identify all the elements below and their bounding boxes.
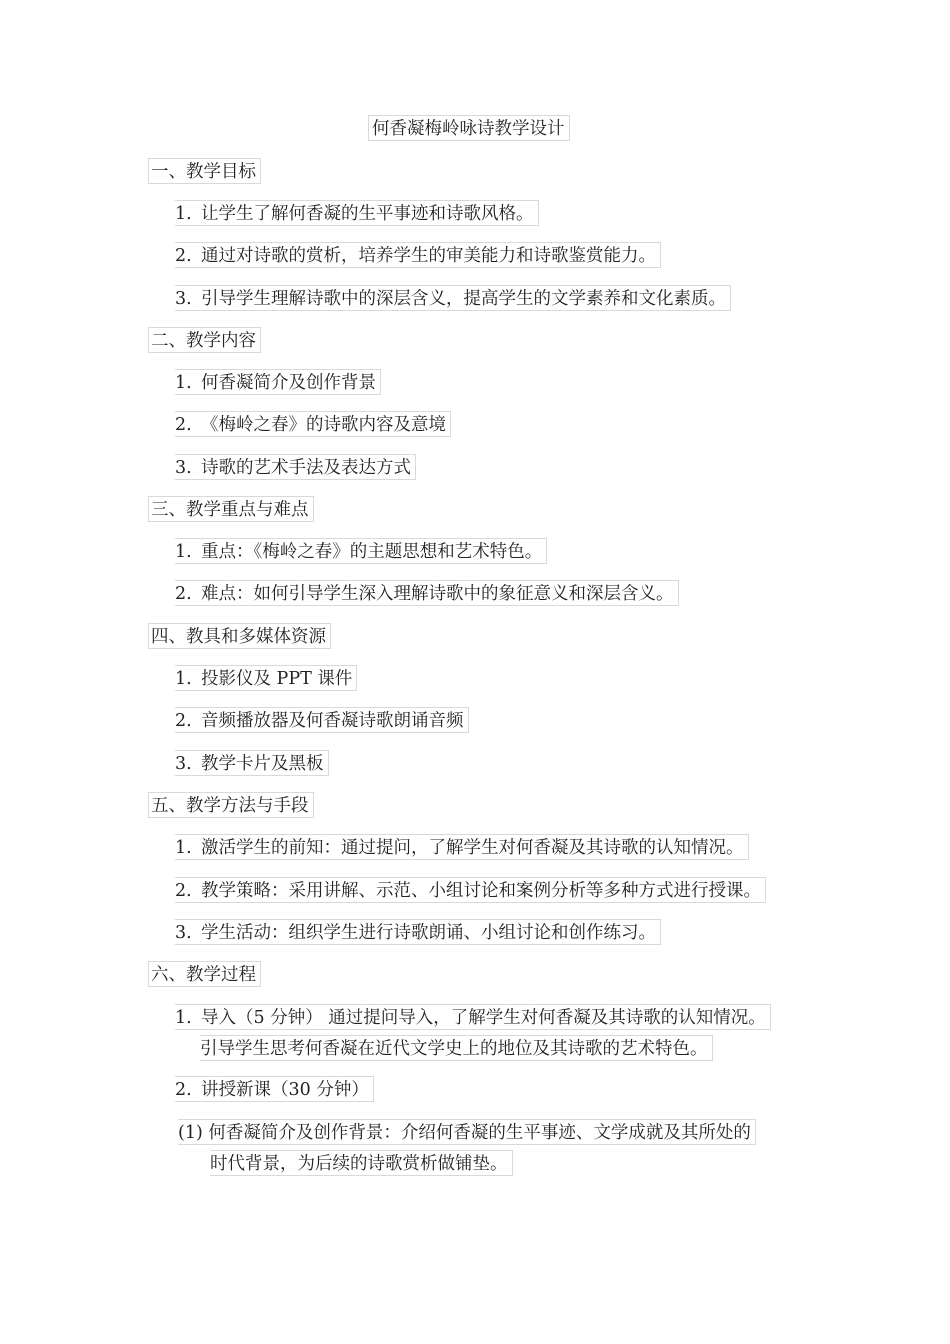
item-number: 1. bbox=[175, 542, 192, 562]
list-item bbox=[175, 454, 416, 480]
item-number: 1. bbox=[175, 669, 192, 689]
item-number: 2. bbox=[175, 415, 192, 435]
item-number: 1. bbox=[175, 1008, 192, 1028]
section-heading: 五、教学方法与手段 bbox=[148, 792, 314, 818]
item-text: 激活学生的前知：通过提问，了解学生对何香凝及其诗歌的认知情况。 bbox=[201, 838, 744, 858]
item-number: 2. bbox=[175, 881, 192, 901]
item-text: 通过对诗歌的赏析，培养学生的审美能力和诗歌鉴赏能力。 bbox=[201, 246, 656, 266]
list-item bbox=[175, 750, 329, 776]
sub-item-text: 何香凝简介及创作背景：介绍何香凝的生平事迹、文学成就及其所处的 bbox=[208, 1123, 751, 1143]
item-text: 诗歌的艺术手法及表达方式 bbox=[201, 458, 411, 478]
list-item bbox=[175, 411, 451, 437]
list-item bbox=[175, 285, 731, 311]
item-number: 1. bbox=[175, 204, 192, 224]
item-text: 音频播放器及何香凝诗歌朗诵音频 bbox=[201, 711, 464, 731]
list-item bbox=[175, 369, 381, 395]
item-text: 导入（5 分钟） 通过提问导入，了解学生对何香凝及其诗歌的认知情况。 bbox=[201, 1008, 766, 1028]
sub-list-item bbox=[178, 1119, 756, 1145]
list-item bbox=[175, 1076, 374, 1102]
list-item bbox=[175, 665, 357, 691]
item-text: 教学策略：采用讲解、示范、小组讨论和案例分析等多种方式进行授课。 bbox=[201, 881, 761, 901]
section-heading: 四、教具和多媒体资源 bbox=[148, 623, 331, 649]
item-text: 重点：《梅岭之春》的主题思想和艺术特色。 bbox=[201, 542, 543, 562]
sub-item-number: (1) bbox=[178, 1123, 203, 1143]
item-text: 教学卡片及黑板 bbox=[201, 754, 324, 774]
item-text: 难点：如何引导学生深入理解诗歌中的象征意义和深层含义。 bbox=[201, 584, 674, 604]
list-item bbox=[175, 919, 661, 945]
item-text: 让学生了解何香凝的生平事迹和诗歌风格。 bbox=[201, 204, 534, 224]
item-number: 2. bbox=[175, 246, 192, 266]
item-text: 《梅岭之春》的诗歌内容及意境 bbox=[201, 415, 446, 435]
list-item bbox=[175, 242, 661, 268]
item-text: 引导学生理解诗歌中的深层含义，提高学生的文学素养和文化素质。 bbox=[201, 289, 726, 309]
item-number: 1. bbox=[175, 838, 192, 858]
section-heading: 二、教学内容 bbox=[148, 327, 261, 353]
list-item bbox=[175, 580, 679, 606]
item-text: 讲授新课（30 分钟） bbox=[201, 1080, 369, 1100]
item-number: 3. bbox=[175, 754, 192, 774]
sub-list-item-continuation: 时代背景，为后续的诗歌赏析做铺垫。 bbox=[210, 1150, 513, 1176]
item-number: 2. bbox=[175, 711, 192, 731]
page-title: 何香凝梅岭咏诗教学设计 bbox=[368, 115, 570, 141]
item-text: 投影仪及 PPT 课件 bbox=[201, 669, 353, 689]
item-number: 2. bbox=[175, 1080, 192, 1100]
item-number: 3. bbox=[175, 289, 192, 309]
section-heading: 六、教学过程 bbox=[148, 961, 261, 987]
item-text: 学生活动：组织学生进行诗歌朗诵、小组讨论和创作练习。 bbox=[201, 923, 656, 943]
item-number: 3. bbox=[175, 458, 192, 478]
list-item bbox=[175, 834, 749, 860]
section-heading: 三、教学重点与难点 bbox=[148, 496, 314, 522]
item-number: 1. bbox=[175, 373, 192, 393]
section-heading: 一、教学目标 bbox=[148, 158, 261, 184]
list-item bbox=[175, 707, 469, 733]
item-number: 3. bbox=[175, 923, 192, 943]
item-text: 何香凝简介及创作背景 bbox=[201, 373, 376, 393]
item-number: 2. bbox=[175, 584, 192, 604]
list-item-continuation: 引导学生思考何香凝在近代文学史上的地位及其诗歌的艺术特色。 bbox=[200, 1035, 713, 1061]
list-item bbox=[175, 200, 539, 226]
list-item bbox=[175, 877, 766, 903]
list-item bbox=[175, 538, 547, 564]
list-item bbox=[175, 1004, 771, 1030]
